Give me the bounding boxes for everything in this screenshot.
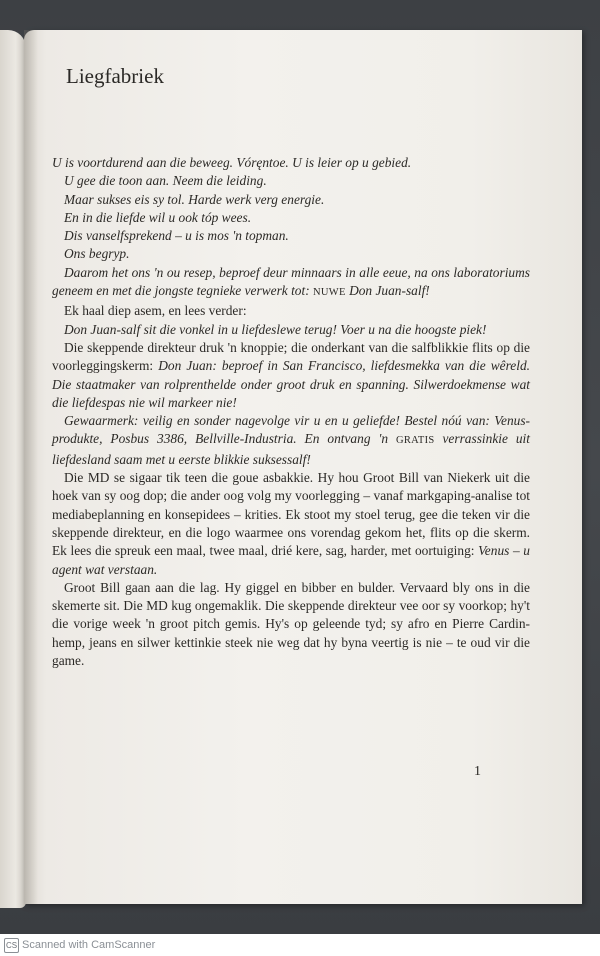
text-span: Daarom het ons 'n ou resep, beproef deur minnaars in alle eeue, na ons laboratoriums geneem en met die jongste tegnieke verwerk tot: — [52, 264, 530, 299]
paragraph: U gee die toon aan. Neem die leiding. — [64, 173, 267, 189]
text-span: Don Juan-salf! — [345, 283, 430, 299]
chapter-title: Liegfabriek — [66, 64, 164, 88]
paragraph: Dis vanselfsprekend – u is mos 'n topman. — [64, 228, 289, 244]
scanner-footer — [0, 934, 600, 956]
italic-span: Venus – u agent wat verstaan. — [52, 543, 530, 577]
scanner-watermark-text: Scanned with CamScanner — [22, 939, 156, 951]
camscanner-logo-icon: CS — [4, 938, 19, 953]
text-span: Gewaarmerk: veilig en sonder nagevolge vir u en u geliefde! Bestel nóú van: Venus-produkte, Posbus 3386, Bellville-Industria. En ontvang 'n — [52, 413, 530, 447]
paragraph: Groot Bill gaan aan die lag. Hy giggel en bibber en bulder. Vervaard bly ons in die skemerte sit. Die MD kug ongemaklik. Die skeppende direkteur vee oor sy voorkop; hy't die vorige week 'n groot pitch gemis. Hy's op geleende tyd; sy afro en Pierre Cardin-hemp, jeans en silwer kettinkie steek nie weg dat hy byna veertig is nie – te oud vir die game. — [52, 579, 530, 669]
text-span: Die skeppende direkteur druk 'n knoppie; die onderkant van die salfblikkie flits op die voorleggingskerm: — [52, 339, 530, 374]
paragraph: En in die liefde wil u ook tóp wees. — [64, 209, 252, 225]
page-number: 1 — [474, 764, 481, 779]
paragraph — [52, 264, 530, 303]
paragraph — [52, 469, 530, 579]
small-caps-word: GRATIS — [395, 435, 435, 447]
text-span: verrassinkie uit liefdesland saam met u eerste blikkie suksessalf! — [52, 431, 531, 467]
paragraph — [52, 412, 530, 469]
paragraph: Ek haal diep asem, en lees verder: — [64, 303, 247, 319]
paragraph — [52, 339, 530, 412]
page-gutter-shadow — [24, 30, 38, 904]
left-page-edge — [0, 30, 26, 908]
paragraph: Maar sukses eis sy tol. Harde werk verg energie. — [64, 191, 325, 207]
paragraph: Ons begryp. — [64, 246, 130, 262]
paragraph: Don Juan-salf sit die vonkel in u liefdeslewe terug! Voer u na die hoogste piek! — [64, 321, 487, 337]
italic-span: Don Juan: beproef in San Francisco, liefdesmekka van die wêreld. Die staatmaker van rolprenthelde onder groot druk en spanning. Silwerdoekmense wat die liefdespas nie wil markeer nie! — [52, 358, 530, 410]
small-caps-word: NUWE — [313, 287, 346, 299]
paragraph: U is voortdurend aan die beweeg. Vóręntoe. U is leier op u gebied. — [52, 155, 412, 170]
text-span: Die MD se sigaar tik teen die goue asbakkie. Hy hou Groot Bill van Niekerk uit die hoek van sy oog dop; die ander oog volg my voorlegging – vanaf markgaping-analise tot mediabeplanning en konsepidees – krities. Ek stoot my stoel terug, gee die teken vir die skeppende direkteur, en die logo waarmee ons vorendag gekom het, flits op die skerm. Ek lees die spreuk een maal, twee maal, drié kere, sag, harder, met oortuiging: — [52, 470, 530, 559]
body-text — [52, 154, 530, 670]
